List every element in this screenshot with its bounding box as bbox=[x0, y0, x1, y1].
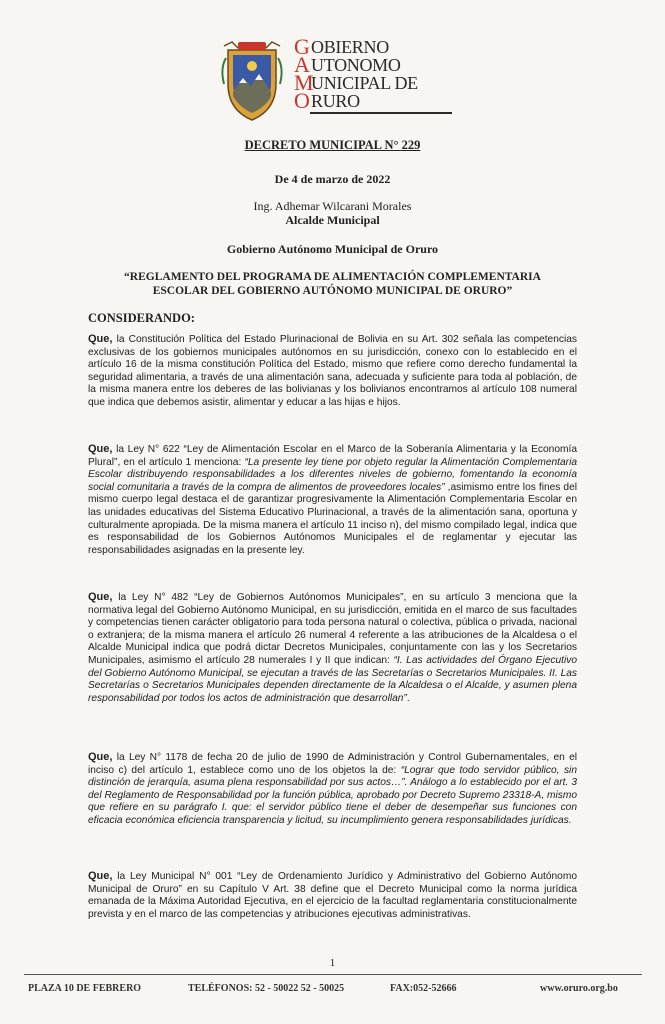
logo-initial: A bbox=[294, 52, 309, 77]
logo-word: RURO bbox=[311, 91, 360, 111]
logo-divider bbox=[310, 112, 452, 114]
footer-divider bbox=[24, 974, 642, 975]
decree-number: DECRETO MUNICIPAL N° 229 bbox=[244, 138, 421, 152]
coat-of-arms-icon bbox=[218, 40, 286, 124]
paragraph-text: la Ley N° 622 “Ley de Alimentación Escolar en el Marco de la Soberanía Alimentaria y la Economía Plural”, en el artículo 1 menciona: bbox=[88, 444, 577, 468]
mayor-name: Ing. Adhemar Wilcarani Morales bbox=[253, 199, 412, 213]
mayor-title: Alcalde Municipal bbox=[285, 213, 380, 227]
logo-line bbox=[294, 52, 464, 77]
paragraph bbox=[88, 591, 577, 705]
logo-line bbox=[294, 88, 464, 113]
paragraph-lead: Que, bbox=[88, 591, 113, 603]
government-name: Gobierno Autónomo Municipal de Oruro bbox=[226, 242, 439, 256]
logo-initial: O bbox=[294, 88, 309, 113]
paragraph-text: ,asimismo entre los fines del mismo cuerpo legal destaca el de garantizar progresivamente la Alimentación Complementaria Escolar en las unidades educativas del Sistema Educativo Plurinacional, a través de la alimentación sana, oportuna y culturalmente apropiada. De la misma manera el artículo 11 inciso n), del mismo compilado legal, indica que es responsabilidad de los Gobiernos Autónomos Municipales el de reglamentar y ejecutar las responsabilidades asignadas en la presente ley. bbox=[88, 481, 578, 556]
paragraph-text: . bbox=[406, 692, 410, 704]
logo-line bbox=[294, 70, 464, 95]
logo-word: OBIERNO bbox=[311, 37, 389, 57]
paragraph-quote: “Lograr que todo servidor público, sin distinción de jerarquía, asuma plena responsabilidad por sus actos…”. Análogo a lo establecido por el art. 3 del Reglamento de Responsabilidad por la función pública, aprobado por Decreto Supremo 23318-A, mismo que refiere en su parágrafo I. que: el servidor público tiene el deber de desempeñar sus funciones con eficacia económica eficiencia transparencia y licitud, su incumplimiento genera responsabilidades jurídicas. bbox=[88, 764, 577, 826]
footer-fax: FAX:052-52666 bbox=[390, 983, 457, 994]
logo-word: UNICIPAL DE bbox=[311, 73, 418, 93]
paragraph bbox=[88, 443, 577, 557]
logo-initial: G bbox=[294, 34, 309, 59]
paragraph-text: la Ley N° 482 “Ley de Gobiernos Autónomos Municipales”, en su artículo 3 menciona que la normativa legal del Gobierno Autónomo Municipal, en su jurisdicción, emitida en el marco de sus facultades y competencias tienen carácter obligatorio para toda persona natural o colectiva, pública o privada, nacional o extranjera; de la misma manera el artículo 26 numeral 4 referente a las atribuciones de la Alcaldesa o el Alcalde Municipal indica que podrá dictar Decretos Municipales, conjuntamente con las y los Secretarios Municipales, asimismo el artículo 28 numerales I y II que indican: bbox=[88, 592, 577, 666]
paragraph bbox=[88, 870, 577, 921]
logo-line bbox=[294, 34, 464, 59]
decree-title bbox=[0, 270, 665, 298]
paragraph-text: la Constitución Política del Estado Plurinacional de Bolivia en su Art. 302 señala las competencias exclusivas de los gobiernos municipales autónomos en su jurisdicción, conexo con lo establecido en el artículo 16 de la misma constitución Política del Estado, mismo que refiere como derecho fundamental la seguridad alimentaria, a través de una alimentación sana, adecuada y suficiente para toda al población, de la misma manera entre los deberes de las bolivianas y los bolivianos encontramos al artículo 108 numeral que indica que debemos asistir, alimentar y educar a las hijas e hijos. bbox=[88, 334, 577, 408]
paragraph-lead: Que, bbox=[88, 751, 113, 763]
paragraph-quote: “La presente ley tiene por objeto regular la Alimentación Complementaria Escolar distribuyendo responsabilidades a los diferentes niveles de gobierno, fomentando la economía social comunitaria a través de la compra de alimentos de proveedores locales” bbox=[88, 456, 578, 493]
logo-initial: M bbox=[294, 70, 313, 95]
logo-word: UTONOMO bbox=[311, 55, 401, 75]
footer-address: PLAZA 10 DE FEBRERO bbox=[28, 983, 142, 994]
footer-phones: TELÉFONOS: 52 - 50022 52 - 50025 bbox=[188, 983, 345, 994]
municipality-logo-text bbox=[294, 34, 464, 113]
considering-heading: CONSIDERANDO: bbox=[88, 311, 195, 325]
paragraph-lead: Que, bbox=[88, 870, 113, 882]
paragraph-text: la Ley Municipal N° 001 “Ley de Ordenamiento Jurídico y Administrativo del Gobierno Autónomo Municipal de Oruro” en su Capítulo V Art. 38 define que el Decreto Municipal como la norma jurídica emanada de la Máxima Autoridad Ejecutiva, en el ejercicio de la facultad reglamentaria constitucionalmente prevista y en el marco de las competencias y atribuciones ejecutivas administrativas. bbox=[88, 871, 577, 920]
footer-website-link[interactable]: www.oruro.org.bo bbox=[540, 983, 618, 994]
decree-title-line: ESCOLAR DEL GOBIERNO AUTÓNOMO MUNICIPAL DE ORURO” bbox=[152, 285, 513, 297]
decree-title-line: “REGLAMENTO DEL PROGRAMA DE ALIMENTACIÓN COMPLEMENTARIA bbox=[124, 271, 541, 283]
paragraph-quote: “I. Las actividades del Órgano Ejecutivo del Gobierno Autónomo Municipal, se ejecutan a través de las Secretarías o Secretarios Municipales. II. Las Secretarías o Secretarios Municipales dependen directamente de la Alcaldesa o el Alcalde, y asumen plena responsabilidad por todos los actos de administración que desarrollan” bbox=[88, 654, 577, 704]
decree-date: De 4 de marzo de 2022 bbox=[274, 172, 391, 186]
paragraph bbox=[88, 333, 577, 410]
paragraph-lead: Que, bbox=[88, 443, 113, 455]
paragraph bbox=[88, 751, 577, 828]
paragraph-text: la Ley N° 1178 de fecha 20 de julio de 1990 de Administración y Control Gubernamentales, en el inciso c) del artículo 1, establece como uno de los objetos la de: bbox=[88, 752, 577, 776]
paragraph-lead: Que, bbox=[88, 333, 113, 345]
page-number: 1 bbox=[329, 957, 336, 969]
